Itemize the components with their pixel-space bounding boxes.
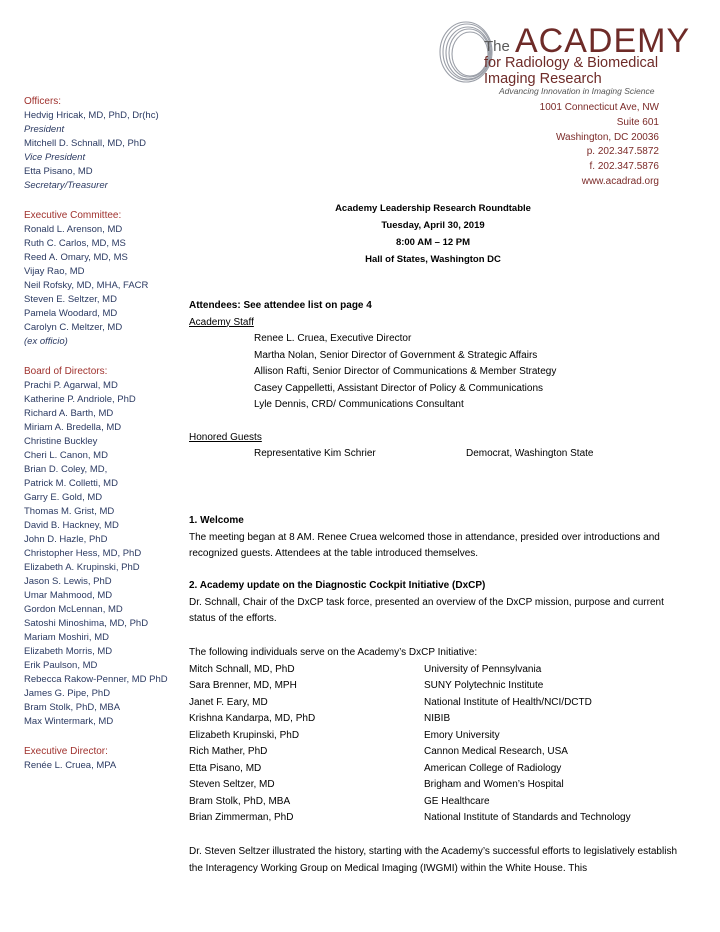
- guests-list: [189, 446, 689, 463]
- logo-subtitle-1: for Radiology & Biomedical: [484, 55, 659, 71]
- dxcp-member-org: National Institute of Standards and Technology: [424, 812, 631, 823]
- dxcp-member-org: American College of Radiology: [424, 762, 562, 774]
- staff-member: Casey Cappelletti, Assistant Director of Policy & Communications: [254, 382, 544, 394]
- officer-line: Vice President: [24, 152, 86, 163]
- meeting-header: [233, 200, 633, 268]
- dxcp-member-name: Mitch Schnall, MD, PhD: [189, 663, 295, 675]
- dxcp-member-name: Rich Mather, PhD: [189, 746, 268, 757]
- guest-row: [254, 446, 689, 463]
- academy-logo: [436, 12, 691, 96]
- dxcp-members-list: [189, 662, 689, 827]
- dxcp-member-name: Brian Zimmerman, PhD: [189, 812, 294, 823]
- board-member: John D. Hazle, PhD: [24, 534, 108, 545]
- board-member: Umar Mahmood, MD: [24, 590, 113, 601]
- board-list: [24, 379, 179, 729]
- officer-line: Hedvig Hricak, MD, PhD, Dr(hc): [24, 110, 159, 121]
- dxcp-member-row: [189, 728, 689, 745]
- board-member: James G. Pipe, PhD: [24, 688, 111, 699]
- staff-member: Renee L. Cruea, Executive Director: [254, 333, 412, 344]
- board-heading: Board of Directors:: [24, 366, 108, 377]
- board-member: Garry E. Gold, MD: [24, 492, 103, 503]
- history-text: Dr. Steven Seltzer illustrated the history, starting with the Academy’s successful efforts to legislatively establish the Interagency Working Group on Medical Imaging (IWGMI) within the White House. This: [189, 846, 678, 874]
- dxcp-member-name: Janet F. Eary, MD: [189, 696, 268, 708]
- dxcp-member-org: Brigham and Women’s Hospital: [424, 779, 564, 790]
- board-member: Satoshi Minoshima, MD, PhD: [24, 618, 149, 629]
- dxcp-member-row: [189, 695, 689, 712]
- board-member: Max Wintermark, MD: [24, 716, 114, 727]
- exec-director-name: Renée L. Cruea, MPA: [24, 760, 117, 771]
- dxcp-member-name: Bram Stolk, PhD, MBA: [189, 795, 291, 807]
- dxcp-member-org: SUNY Polytechnic Institute: [424, 680, 544, 691]
- exec-committee-member: Ronald L. Arenson, MD: [24, 224, 123, 235]
- address-web[interactable]: www.acadrad.org: [581, 175, 659, 187]
- board-member: Jason S. Lewis, PhD: [24, 576, 112, 587]
- attendees-heading: Attendees: See attendee list on page 4: [189, 300, 372, 311]
- dxcp-member-row: [189, 711, 689, 728]
- meeting-place: Hall of States, Washington DC: [365, 254, 501, 265]
- address-street: 1001 Connecticut Ave, NW: [539, 102, 659, 113]
- history-section: [189, 844, 689, 877]
- welcome-text: The meeting began at 8 AM. Renee Cruea welcomed those in attendance, presided over introductions and recognized guests. Attendees at the table introduced themselves.: [189, 531, 660, 559]
- board-member: Elizabeth Morris, MD: [24, 646, 113, 657]
- sidebar-officers: [24, 95, 179, 773]
- board-member: Thomas M. Grist, MD: [24, 506, 115, 517]
- dxcp-member-org: Cannon Medical Research, USA: [424, 746, 568, 757]
- officer-line: Etta Pisano, MD: [24, 166, 93, 177]
- board-member: Mariam Moshiri, MD: [24, 632, 109, 643]
- logo-subtitle-2: Imaging Research: [484, 71, 602, 87]
- guest-affiliation: Democrat, Washington State: [466, 448, 594, 459]
- dxcp-member-org: Emory University: [424, 729, 500, 741]
- dxcp-member-row: [189, 744, 689, 761]
- board-member: Gordon McLennan, MD: [24, 604, 123, 615]
- dxcp-member-org: GE Healthcare: [424, 795, 490, 807]
- dxcp-member-row: [189, 794, 689, 811]
- exec-committee-list: [24, 223, 179, 349]
- officer-line: Secretary/Treasurer: [24, 180, 108, 191]
- staff-heading: Academy Staff: [189, 316, 254, 328]
- address-suite: Suite 601: [616, 116, 659, 128]
- board-member: Elizabeth A. Krupinski, PhD: [24, 562, 140, 573]
- address-block: [540, 101, 659, 190]
- address-phone: p. 202.347.5872: [586, 146, 659, 158]
- meeting-title: Academy Leadership Research Roundtable: [335, 203, 531, 214]
- address-fax: f. 202.347.5876: [589, 161, 659, 173]
- exec-committee-member: Ruth C. Carlos, MD, MS: [24, 238, 126, 249]
- logo-the: The: [484, 38, 510, 55]
- officers-heading: Officers:: [24, 96, 62, 107]
- dxcp-member-name: Sara Brenner, MD, MPH: [189, 680, 297, 691]
- staff-member: Allison Rafti, Senior Director of Communications & Member Strategy: [254, 366, 557, 377]
- dxcp-list-intro: The following individuals serve on the Academy’s DxCP Initiative:: [189, 647, 478, 658]
- address-city: Washington, DC 20036: [555, 131, 659, 143]
- dxcp-member-row: [189, 662, 689, 679]
- dxcp-member-row: [189, 678, 689, 695]
- board-member: Cheri L. Canon, MD: [24, 450, 108, 461]
- dxcp-member-org: University of Pennsylvania: [424, 663, 542, 675]
- dxcp-member-row: [189, 810, 689, 827]
- staff-member: Martha Nolan, Senior Director of Government & Strategic Affairs: [254, 349, 538, 361]
- dxcp-member-org: National Institute of Health/NCI/DCTD: [424, 696, 592, 708]
- board-member: Christine Buckley: [24, 436, 98, 447]
- welcome-section: [189, 513, 689, 563]
- board-member: Miriam A. Bredella, MD: [24, 422, 122, 433]
- board-member: Brian D. Coley, MD,: [24, 464, 108, 475]
- dxcp-members-section: [189, 645, 689, 827]
- exec-committee-member: Neil Rofsky, MD, MHA, FACR: [24, 280, 149, 291]
- dxcp-member-name: Krishna Kandarpa, MD, PhD: [189, 713, 316, 724]
- dxcp-member-name: Elizabeth Krupinski, PhD: [189, 729, 300, 741]
- logo-tagline: Advancing Innovation in Imaging Science: [499, 86, 655, 96]
- staff-member: Lyle Dennis, CRD/ Communications Consultant: [254, 399, 464, 410]
- dxcp-section: [189, 578, 689, 628]
- exec-committee-member: Steven E. Seltzer, MD: [24, 294, 117, 305]
- board-member: Richard A. Barth, MD: [24, 408, 114, 419]
- dxcp-member-org: NIBIB: [424, 713, 451, 724]
- dxcp-member-name: Steven Seltzer, MD: [189, 779, 275, 790]
- board-member: Erik Paulson, MD: [24, 660, 98, 671]
- officer-line: President: [24, 124, 65, 135]
- guests-heading: Honored Guests: [189, 431, 262, 443]
- dxcp-title: 2. Academy update on the Diagnostic Cockpit Initiative (DxCP): [189, 580, 486, 591]
- logo-academy: ACADEMY: [515, 22, 691, 60]
- exec-committee-heading: Executive Committee:: [24, 210, 122, 221]
- board-member: Katherine P. Andriole, PhD: [24, 394, 136, 405]
- dxcp-member-name: Etta Pisano, MD: [189, 762, 262, 774]
- officers-list: [24, 109, 179, 193]
- staff-list: [189, 331, 689, 414]
- meeting-date: Tuesday, April 30, 2019: [381, 220, 485, 231]
- guest-name: Representative Kim Schrier: [254, 448, 376, 459]
- board-member: Bram Stolk, PhD, MBA: [24, 702, 121, 713]
- board-member: Patrick M. Colletti, MD: [24, 478, 118, 489]
- exec-committee-member: Carolyn C. Meltzer, MD: [24, 322, 123, 333]
- dxcp-member-row: [189, 777, 689, 794]
- board-member: Prachi P. Agarwal, MD: [24, 380, 118, 391]
- exec-committee-member: Pamela Woodard, MD: [24, 308, 118, 319]
- officer-line: Mitchell D. Schnall, MD, PhD: [24, 138, 146, 149]
- exec-committee-member: (ex officio): [24, 336, 68, 347]
- meeting-time: 8:00 AM – 12 PM: [395, 237, 471, 248]
- welcome-title: 1. Welcome: [189, 515, 244, 526]
- dxcp-member-row: [189, 761, 689, 778]
- board-member: Christopher Hess, MD, PhD: [24, 548, 142, 559]
- dxcp-text: Dr. Schnall, Chair of the DxCP task force, presented an overview of the DxCP mission, purpose and current status of the efforts.: [189, 596, 664, 624]
- exec-director-heading: Executive Director:: [24, 746, 108, 757]
- exec-committee-member: Vijay Rao, MD: [24, 266, 85, 277]
- board-member: David B. Hackney, MD: [24, 520, 119, 531]
- board-member: Rebecca Rakow-Penner, MD PhD: [24, 674, 168, 685]
- exec-committee-member: Reed A. Omary, MD, MS: [24, 252, 128, 263]
- attendees-section: [189, 298, 689, 463]
